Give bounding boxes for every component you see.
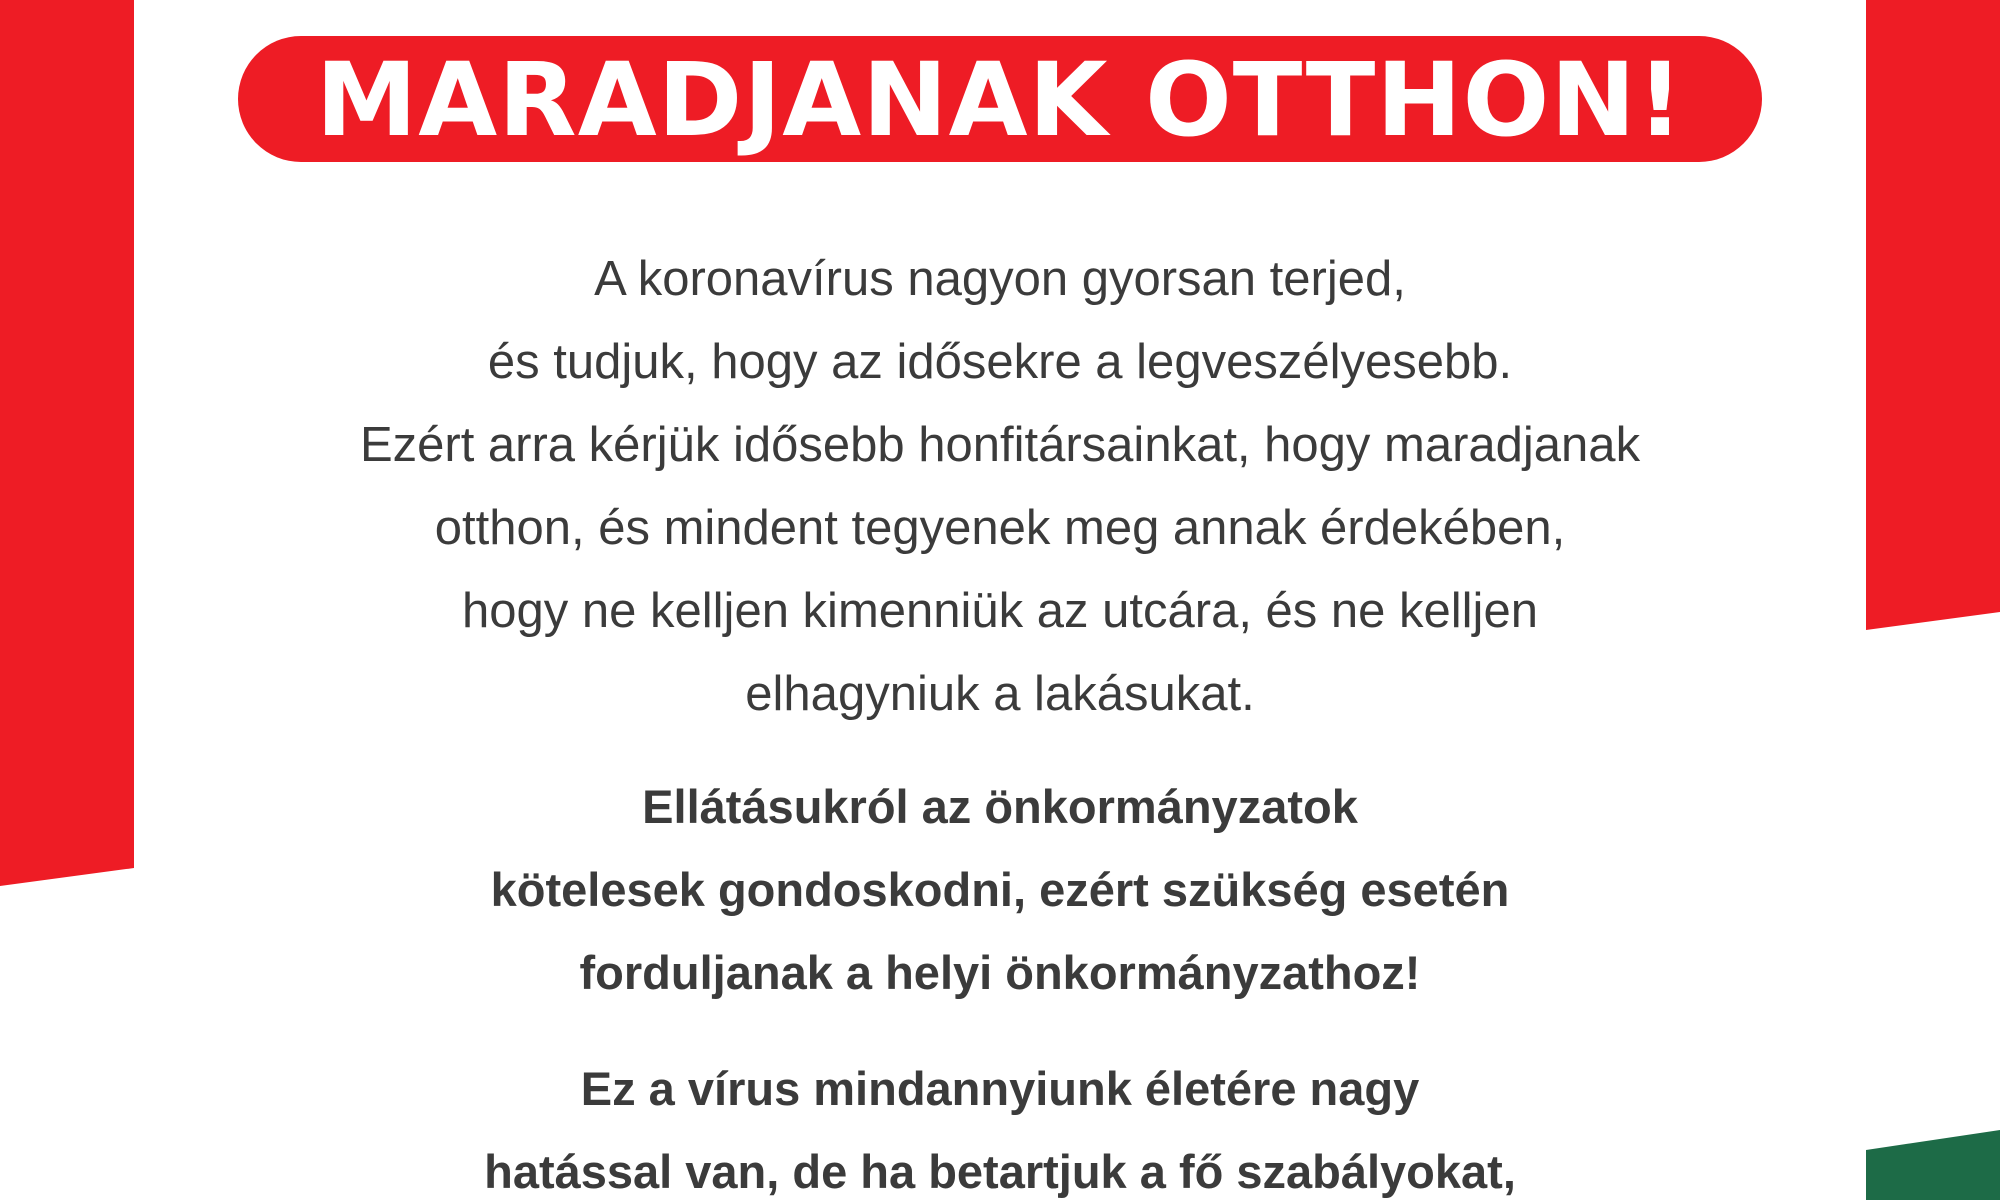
left-red-stripe	[0, 0, 134, 886]
closing-line: Ez a vírus mindannyiunk életére nagy	[580, 1062, 1420, 1115]
intro-line: A koronavírus nagyon gyorsan terjed,	[594, 252, 1406, 306]
banner-title: MARADJANAK OTTHON!	[315, 41, 1685, 160]
care-line: Ellátásukról az önkormányzatok	[642, 780, 1358, 833]
intro-line: elhagyniuk a lakásukat.	[745, 667, 1255, 721]
title-banner	[238, 36, 1762, 162]
care-paragraph	[240, 765, 1760, 1014]
intro-line: hogy ne kelljen kimenniük az utcára, és ne kelljen	[462, 584, 1538, 638]
right-red-stripe	[1866, 0, 2000, 630]
closing-paragraph	[240, 1047, 1760, 1200]
right-green-stripe	[1866, 1130, 2000, 1200]
care-line: kötelesek gondoskodni, ezért szükség esetén	[490, 863, 1510, 916]
closing-line: hatással van, de ha betartjuk a fő szabályokat,	[484, 1145, 1516, 1198]
intro-line: Ezért arra kérjük idősebb honfitársainkat, hogy maradjanak	[359, 418, 1641, 472]
intro-line: otthon, és mindent tegyenek meg annak érdekében,	[434, 501, 1566, 555]
intro-paragraph	[240, 238, 1760, 736]
intro-line: és tudjuk, hogy az idősekre a legveszélyesebb.	[487, 335, 1513, 389]
care-line: forduljanak a helyi önkormányzathoz!	[579, 946, 1421, 999]
